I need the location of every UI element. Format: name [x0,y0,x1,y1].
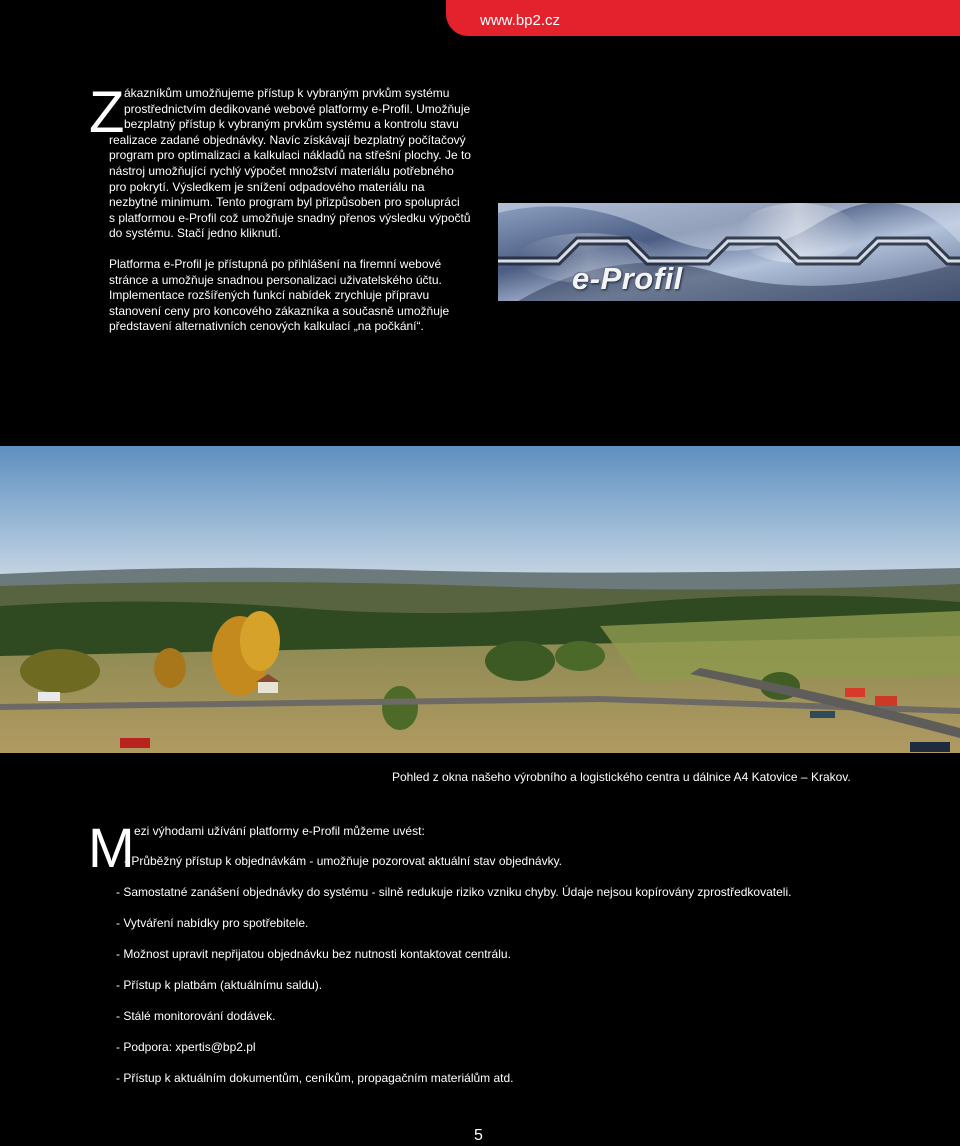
photo-caption: Pohled z okna našeho výrobního a logistického centra u dálnice A4 Katovice – Krakov. [392,770,851,784]
intro-line: prostřednictvím dedikované webové platformy e-Profil. Umožňuje [124,101,471,116]
intro-line: ákazníkům umožňujeme přístup k vybraným prvkům systému [124,86,450,100]
benefit-item: - Přístup k platbám (aktuálnímu saldu). [116,978,323,992]
dropcap-m: M [88,816,135,879]
benefit-item-support: - Podpora: xpertis@bp2.pl [116,1040,256,1054]
dropcap-z: Z [89,80,125,145]
e-profil-logo-text: e-Profil [572,261,683,296]
e-profil-banner [498,203,960,301]
benefit-item: - Průběžný přístup k objednávkám - umožňuje pozorovat aktuální stav objednávky. [124,854,563,868]
intro-line: nezbytné minimum. Tento program byl přizpůsoben pro spolupráci [109,195,460,210]
intro-line: Platforma e-Profil je přístupná po přihlášení na firemní webové [109,257,442,271]
intro-line: bezplatný přístup k vybraným prvkům systému a kontrolu stavu [124,117,459,132]
benefit-item: - Možnost upravit nepřijatou objednávku bez nutnosti kontaktovat centrálu. [116,947,511,961]
benefit-item: - Stálé monitorování dodávek. [116,1009,276,1023]
website-url[interactable]: www.bp2.cz [480,12,561,29]
intro-line: pro pokrytí. Výsledkem je snížení odpadového materiálu na [109,179,425,194]
benefit-item: - Vytváření nabídky pro spotřebitele. [116,916,309,930]
intro-line: nástroj umožňující rychlý výpočet množství materiálu potřebného [109,164,454,178]
intro-line: stanovení ceny pro koncového zákazníka a současně umožňuje [109,303,450,318]
intro-line: Implementace rozšířených funkcí nabídek zrychluje přípravu [109,288,430,303]
intro-line: s platformou e-Profil což umožňuje snadný přenos výsledku výpočtů [109,210,471,225]
intro-line: realizace zadané objednávky. Navíc získávají bezplatný počítačový [109,132,466,147]
intro-line: program pro optimalizaci a kalkulaci nákladů na střešní plochy. Je to [109,148,471,163]
intro-line: stránce a umožňuje snadnou personalizaci uživatelského účtu. [109,272,442,287]
page-number: 5 [474,1127,483,1144]
benefits-intro: ezi výhodami užívání platformy e-Profil můžeme uvést: [134,824,425,838]
intro-paragraph-2 [109,257,449,335]
benefit-item: - Samostatné zanášení objednávky do systému - silně redukuje riziko vzniku chyby. Údaje nejsou kopírovány zprostředkovateli. [116,885,792,899]
landscape-photo [0,446,960,753]
intro-line: představení alternativních cenových kalkulací „na počkání“. [109,319,424,334]
intro-line: do systému. Stačí jedno kliknutí. [109,226,282,241]
benefit-item: - Přístup k aktuálním dokumentům, ceníkům, propagačním materiálům atd. [116,1071,514,1085]
